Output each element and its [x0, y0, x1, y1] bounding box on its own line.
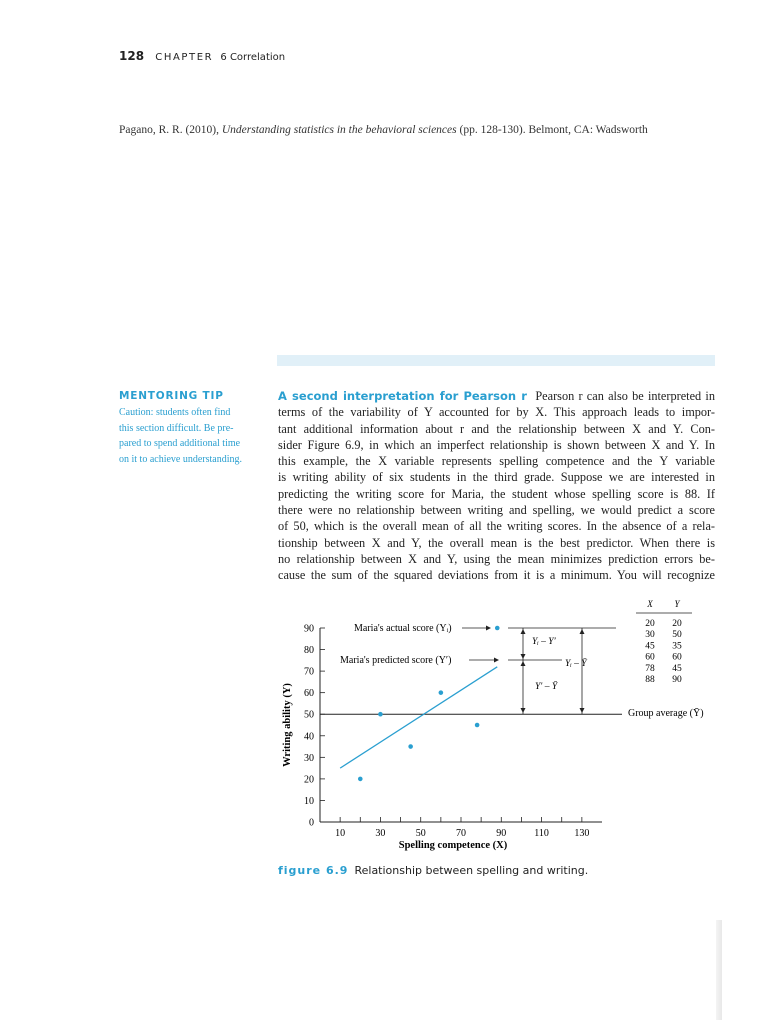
- body-line-text: Pearson r can also be interpreted in: [535, 389, 715, 403]
- x-tick-label: 10: [335, 828, 346, 839]
- body-line: is writing ability of six students in the third grade. Suppose we are interested in: [278, 470, 715, 485]
- table-header-y: Y: [674, 599, 680, 609]
- y-tick-label: 80: [304, 645, 314, 657]
- page-number: 128: [119, 49, 145, 63]
- table-cell-y: 35: [672, 641, 682, 652]
- section-heading: A second interpretation for Pearson r: [278, 389, 527, 403]
- body-line: this example, the X variable represents spelling competence and the Y variable: [278, 454, 715, 469]
- body-line: no relationship between X and Y, using the mean minimizes prediction errors be-: [278, 551, 715, 566]
- y-tick-label: 70: [304, 666, 314, 678]
- arrowhead-icon: [580, 708, 585, 713]
- mentoring-tip-line: pared to spend additional time: [119, 438, 241, 449]
- predicted-score-label: Maria's predicted score (Y′): [340, 655, 452, 666]
- table-cell-x: 30: [645, 630, 655, 641]
- arrowhead-icon: [494, 658, 499, 663]
- x-ticks: [335, 817, 589, 839]
- arrowhead-icon: [580, 629, 585, 634]
- scatter-figure: [272, 592, 720, 854]
- data-table: [645, 619, 682, 685]
- x-tick-label: 70: [456, 828, 466, 839]
- mentoring-tip-text: [119, 405, 259, 467]
- table-cell-y: 20: [672, 619, 682, 629]
- x-tick-label: 50: [415, 828, 426, 839]
- citation-rest: (pp. 128-130). Belmont, CA: Wadsworth: [456, 124, 648, 136]
- body-line: terms of the variability of Y accounted for by X. This approach leads to impor-: [278, 405, 715, 420]
- table-cell-y: 90: [672, 675, 682, 685]
- table-cell-x: 60: [645, 652, 655, 663]
- arrowhead-icon: [486, 626, 491, 631]
- actual-score-label: Maria's actual score (Yᵢ): [354, 623, 452, 634]
- group-average-label: Group average (Ȳ): [628, 708, 704, 719]
- x-tick-label: 110: [534, 828, 549, 839]
- x-tick-label: 30: [375, 828, 386, 839]
- x-tick-label: 130: [574, 828, 590, 839]
- body-line: there were no relationship between writing and spelling, we would predict a score: [278, 503, 715, 518]
- data-point: [408, 744, 413, 749]
- citation: [119, 124, 648, 136]
- table-cell-y: 45: [672, 663, 682, 674]
- table-cell-y: 60: [672, 652, 682, 663]
- data-point: [475, 723, 480, 728]
- page-edge-shadow: [716, 920, 722, 1020]
- mentoring-tip-line: Caution: students often find: [119, 407, 231, 418]
- body-line: sider Figure 6.9, in which an imperfect relationship is shown between X and Y. In: [278, 437, 715, 452]
- yi-ybar-label: Yᵢ – Ȳ: [565, 659, 587, 669]
- x-tick-label: 90: [496, 828, 507, 839]
- regression-line: [340, 667, 497, 768]
- running-header: [119, 49, 285, 63]
- table-header-x: X: [647, 599, 653, 609]
- data-point: [495, 626, 500, 631]
- citation-authors: Pagano, R. R. (2010),: [119, 124, 222, 136]
- data-point: [358, 777, 363, 782]
- table-cell-x: 45: [645, 641, 655, 652]
- x-axis-label: Spelling competence (X): [398, 840, 508, 851]
- arrowhead-icon: [521, 654, 526, 659]
- body-line: tant additional information about r and the relationship between X and Y. Con-: [278, 421, 715, 436]
- section-body: [278, 388, 715, 584]
- arrowhead-icon: [521, 708, 526, 713]
- table-cell-x: 20: [645, 619, 655, 629]
- body-line: [278, 388, 715, 404]
- y-tick-label: 60: [304, 688, 314, 700]
- arrowhead-icon: [521, 629, 526, 634]
- chapter-title: Correlation: [229, 52, 286, 63]
- chapter-label: CHAPTER: [155, 52, 214, 63]
- chapter-number: 6: [220, 52, 227, 63]
- body-line: of 50, which is the overall mean of all the writing scores. In the absence of a rela-: [278, 519, 715, 534]
- y-tick-label: 50: [304, 709, 314, 721]
- data-points: [358, 626, 500, 781]
- section-divider-band: [277, 355, 715, 366]
- data-point: [378, 712, 383, 717]
- y-tick-label: 40: [304, 731, 314, 743]
- y-tick-label: 0: [309, 817, 314, 829]
- body-line: cause the sum of the squared deviations from it is a minimum. You will recognize: [278, 568, 715, 583]
- body-line: tionship between X and Y, the overall mean is the best predictor. When there is: [278, 535, 715, 550]
- mentoring-tip-line: on it to achieve understanding.: [119, 453, 243, 465]
- y-axis-label: Writing ability (Y): [282, 683, 293, 767]
- body-line: predicting the writing score for Maria, the student whose spelling score is 88. If: [278, 486, 715, 501]
- y-tick-label: 90: [304, 623, 314, 635]
- mentoring-tip-line: this section difficult. Be pre-: [119, 422, 234, 434]
- table-cell-x: 78: [645, 663, 655, 674]
- yi-yprime-label: Yᵢ – Y′: [532, 637, 556, 647]
- figure-caption-text: Relationship between spelling and writing.: [354, 864, 589, 877]
- table-cell-x: 88: [645, 675, 655, 685]
- y-ticks: [304, 624, 325, 829]
- data-point: [439, 690, 444, 695]
- y-tick-label: 10: [304, 795, 314, 807]
- figure-label: figure 6.9: [278, 864, 349, 877]
- figure-caption: [278, 864, 588, 877]
- y-tick-label: 20: [304, 774, 314, 786]
- mentoring-tip-title: MENTORING TIP: [119, 390, 224, 402]
- y-tick-label: 30: [304, 752, 314, 764]
- arrowhead-icon: [521, 661, 526, 666]
- table-cell-y: 50: [672, 630, 682, 641]
- citation-book-title: Understanding statistics in the behavioral sciences: [221, 124, 457, 136]
- yprime-ybar-label: Y′ – Ȳ: [535, 682, 558, 692]
